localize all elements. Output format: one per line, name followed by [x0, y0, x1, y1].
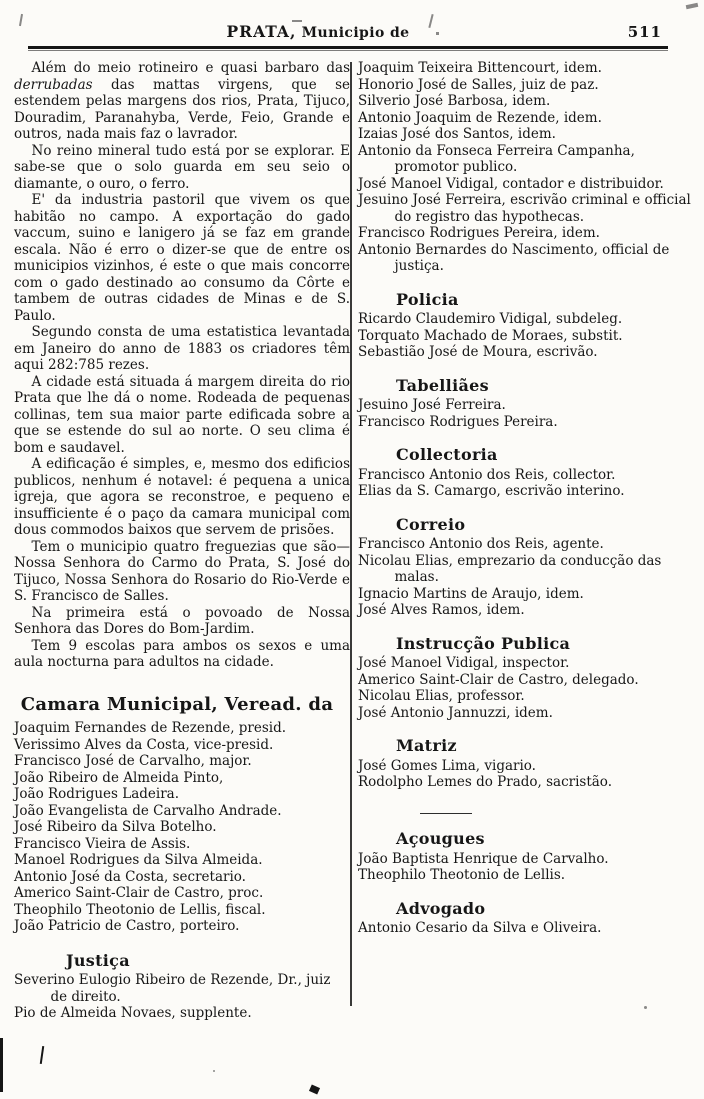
- directory-entry: Americo Saint-Clair de Castro, delegado.: [358, 671, 639, 688]
- scan-artifact: [309, 1084, 320, 1094]
- section-heading: Advogado: [396, 898, 486, 918]
- left-column: [14, 60, 350, 1022]
- directory-entry: Manoel Rodrigues da Silva Almeida.: [14, 852, 263, 868]
- right-sections: [358, 289, 696, 937]
- section-entries: [358, 311, 696, 361]
- directory-entry: Antonio Bernardes do Nascimento, official de justiça.: [358, 241, 670, 274]
- directory-entry: Francisco Antonio dos Reis, agente.: [358, 536, 604, 552]
- section-entries: [358, 758, 696, 791]
- directory-entry: Antonio Joaquim de Rezende, idem.: [358, 109, 602, 126]
- section: [358, 289, 696, 361]
- paragraph: [14, 374, 350, 457]
- section-entries: [358, 655, 696, 721]
- directory-entry: João Ribeiro de Almeida Pinto,: [14, 769, 224, 786]
- scan-artifact: [292, 20, 302, 22]
- section-heading: Policia: [396, 289, 459, 309]
- directory-entry: Francisco Vieira de Assis.: [14, 835, 191, 852]
- section-entries: [358, 920, 696, 937]
- directory-entry: Pio de Almeida Novaes, supplente.: [14, 1005, 252, 1021]
- header-rule: [28, 46, 668, 52]
- column-divider-rule: [350, 62, 352, 1006]
- paragraph-text: A edificação é simples, e, mesmo dos edificios publicos, nenhum é notavel: é pequena a unica igreja, que agora se reconstroe, e pequeno e insufficiente é o paço da camara municipal com dous commodos baixos que servem de prisões.: [14, 456, 350, 538]
- section-divider: [420, 813, 472, 815]
- directory-entry: José Manoel Vidigal, inspector.: [358, 655, 570, 671]
- directory-entry: Ricardo Claudemiro Vidigal, subdeleg.: [358, 311, 623, 327]
- running-title: [28, 22, 608, 41]
- directory-entry: Antonio Cesario da Silva e Oliveira.: [358, 920, 602, 936]
- directory-entry: José Antonio Jannuzzi, idem.: [358, 704, 553, 721]
- right-column: [358, 60, 696, 937]
- directory-entry: Izaias José dos Santos, idem.: [358, 126, 556, 142]
- section: [14, 693, 350, 935]
- scan-artifact: [644, 1006, 647, 1009]
- header-rule-thin: [28, 50, 668, 51]
- page-header: [28, 22, 668, 44]
- directory-entry: João Evangelista de Carvalho Andrade.: [14, 802, 282, 819]
- section-heading: Matriz: [396, 736, 457, 755]
- section-heading: Collectoria: [396, 445, 498, 464]
- directory-entry: Honorio José de Salles, juiz de paz.: [358, 76, 599, 93]
- directory-entry: Theophilo Theotonio de Lellis, fiscal.: [14, 901, 266, 918]
- paragraph: [14, 143, 350, 193]
- section-heading: Correio: [396, 514, 466, 534]
- scan-artifact: [40, 1046, 44, 1064]
- directory-entry: Rodolpho Lemes do Prado, sacristão.: [358, 774, 612, 790]
- section: [14, 950, 350, 1022]
- directory-entry: Antonio da Fonseca Ferreira Campanha, promotor publico.: [358, 142, 635, 175]
- left-sections: [14, 693, 350, 1022]
- header-rule-thick: [28, 46, 668, 49]
- section-heading: Justiça: [66, 950, 130, 970]
- justice-continuation-entries: [358, 60, 696, 275]
- directory-entry: Joaquim Fernandes de Rezende, presid.: [14, 720, 287, 736]
- paragraph: [14, 192, 350, 324]
- section-heading: Camara Municipal, Veread. da: [20, 693, 334, 715]
- directory-entry: João Patricio de Castro, porteiro.: [14, 918, 240, 934]
- section: [358, 447, 696, 500]
- paragraph-text: A cidade está situada á margem direita do rio Prata que lhe dá o nome. Rodeada de pequenas collinas, tem sua maior parte edificada sobre a que se estende do sul ao norte. O seu clima é bom e saudavel.: [14, 373, 350, 456]
- paragraph-text: No reino mineral tudo está por se explorar. E sabe-se que o solo guarda em seu seio o diamante, o ouro, o ferro.: [14, 142, 350, 192]
- directory-entry: Antonio José da Costa, secretario.: [14, 868, 246, 885]
- paragraph: [14, 638, 350, 671]
- directory-entry: Francisco Antonio dos Reis, collector.: [358, 466, 616, 483]
- page-number: 511: [627, 23, 662, 41]
- directory-entry: Nicolau Elias, professor.: [358, 688, 525, 704]
- section-entries: [14, 720, 350, 935]
- paragraph-italic-text: derrubadas: [14, 76, 93, 93]
- section-heading: Açougues: [396, 829, 485, 848]
- directory-entry: José Alves Ramos, idem.: [358, 602, 525, 618]
- paragraph-text: Tem o municipio quatro freguezias que são—Nossa Senhora do Carmo do Prata, S. José do Tijuco, Nossa Senhora do Rosario do Rio-Verde e S. Francisco de Salles.: [14, 538, 350, 604]
- section-heading: Tabelliães: [396, 375, 489, 395]
- directory-entry: Severino Eulogio Ribeiro de Rezende, Dr., juiz de direito.: [14, 972, 331, 1005]
- directory-entry: Theophilo Theotonio de Lellis.: [358, 867, 566, 883]
- directory-entry: Francisco Rodrigues Pereira.: [358, 413, 558, 430]
- intro-paragraphs: [14, 60, 350, 671]
- section: [358, 738, 696, 814]
- directory-entry: Francisco Rodrigues Pereira, idem.: [358, 225, 600, 241]
- paragraph-text: Além do meio rotineiro e quasi barbaro das: [31, 60, 350, 76]
- scan-artifact: [0, 1038, 3, 1092]
- scan-artifact: [213, 1070, 215, 1072]
- directory-entry: Torquato Machado de Moraes, substit.: [358, 327, 623, 344]
- section-heading: Instrucção Publica: [396, 633, 571, 653]
- directory-entry: João Rodrigues Ladeira.: [14, 786, 180, 802]
- paragraph-text: E' da industria pastoril que vivem os que habitão no campo. A exportação do gado vaccum, suino e lanigero já se faz em grande escala. Não é erro o dizer-se que de entre os municipios vizinhos, é este o que mais concorre com o gado destinado ao consumo da Côrte e tambem de outras cidades de Minas e de S. Paulo.: [14, 192, 350, 324]
- directory-entry: Nicolau Elias, emprezario da conducção das malas.: [358, 552, 662, 585]
- section-entries: [358, 397, 696, 430]
- directory-entry: Silverio José Barbosa, idem.: [358, 93, 551, 109]
- section: [358, 831, 696, 884]
- directory-entry: Jesuino José Ferreira.: [358, 397, 506, 413]
- paragraph-text: Segundo consta de uma estatistica levantada em Janeiro do anno de 1883 os criadores têm aqui 282:785 rezes.: [14, 324, 350, 373]
- paragraph-text: das mattas virgens, que se estendem pelas margens dos rios, Prata, Tijuco, Douradim, Paranahyba, Verde, Feio, Grande e outros, nada mais faz o lavrador.: [14, 76, 350, 142]
- directory-entry: Sebastião José de Moura, escrivão.: [358, 344, 598, 360]
- section: [358, 898, 696, 937]
- directory-entry: Americo Saint-Clair de Castro, proc.: [14, 885, 264, 901]
- section: [358, 514, 696, 619]
- directory-entry: José Gomes Lima, vigario.: [358, 757, 536, 774]
- directory-entry: João Baptista Henrique de Carvalho.: [358, 850, 609, 867]
- paragraph: [14, 539, 350, 605]
- directory-entry: Verissimo Alves da Costa, vice-presid.: [14, 736, 274, 753]
- running-title-town: PRATA,: [226, 22, 297, 41]
- paragraph: [14, 456, 350, 539]
- scan-artifact: [686, 3, 699, 9]
- paragraph-text: Na primeira está o povoado de Nossa Senhora das Dores do Bom-Jardim.: [14, 604, 350, 637]
- section-entries: [358, 851, 696, 884]
- section-entries: [358, 536, 696, 619]
- paragraph: [14, 324, 350, 374]
- directory-entry: Joaquim Teixeira Bittencourt, idem.: [358, 60, 602, 76]
- paragraph: [14, 60, 350, 143]
- section: [358, 633, 696, 722]
- directory-entry: Francisco José de Carvalho, major.: [14, 753, 252, 769]
- section-entries: [14, 972, 350, 1022]
- directory-entry: Jesuino José Ferreira, escrivão criminal e official do registro das hypothecas.: [358, 192, 691, 225]
- paragraph: [14, 605, 350, 638]
- section-entries: [358, 467, 696, 500]
- paragraph-text: Tem 9 escolas para ambos os sexos e uma aula nocturna para adultos na cidade.: [14, 637, 350, 670]
- directory-entry: Ignacio Martins de Araujo, idem.: [358, 585, 584, 602]
- directory-entry: José Manoel Vidigal, contador e distribuidor.: [358, 175, 664, 192]
- scan-artifact: [436, 32, 439, 35]
- running-title-rest: Municipio de: [296, 25, 410, 41]
- directory-entry: José Ribeiro da Silva Botelho.: [14, 819, 217, 835]
- section: [358, 375, 696, 431]
- scan-artifact: [19, 14, 23, 26]
- directory-entry: Elias da S. Camargo, escrivão interino.: [358, 483, 625, 499]
